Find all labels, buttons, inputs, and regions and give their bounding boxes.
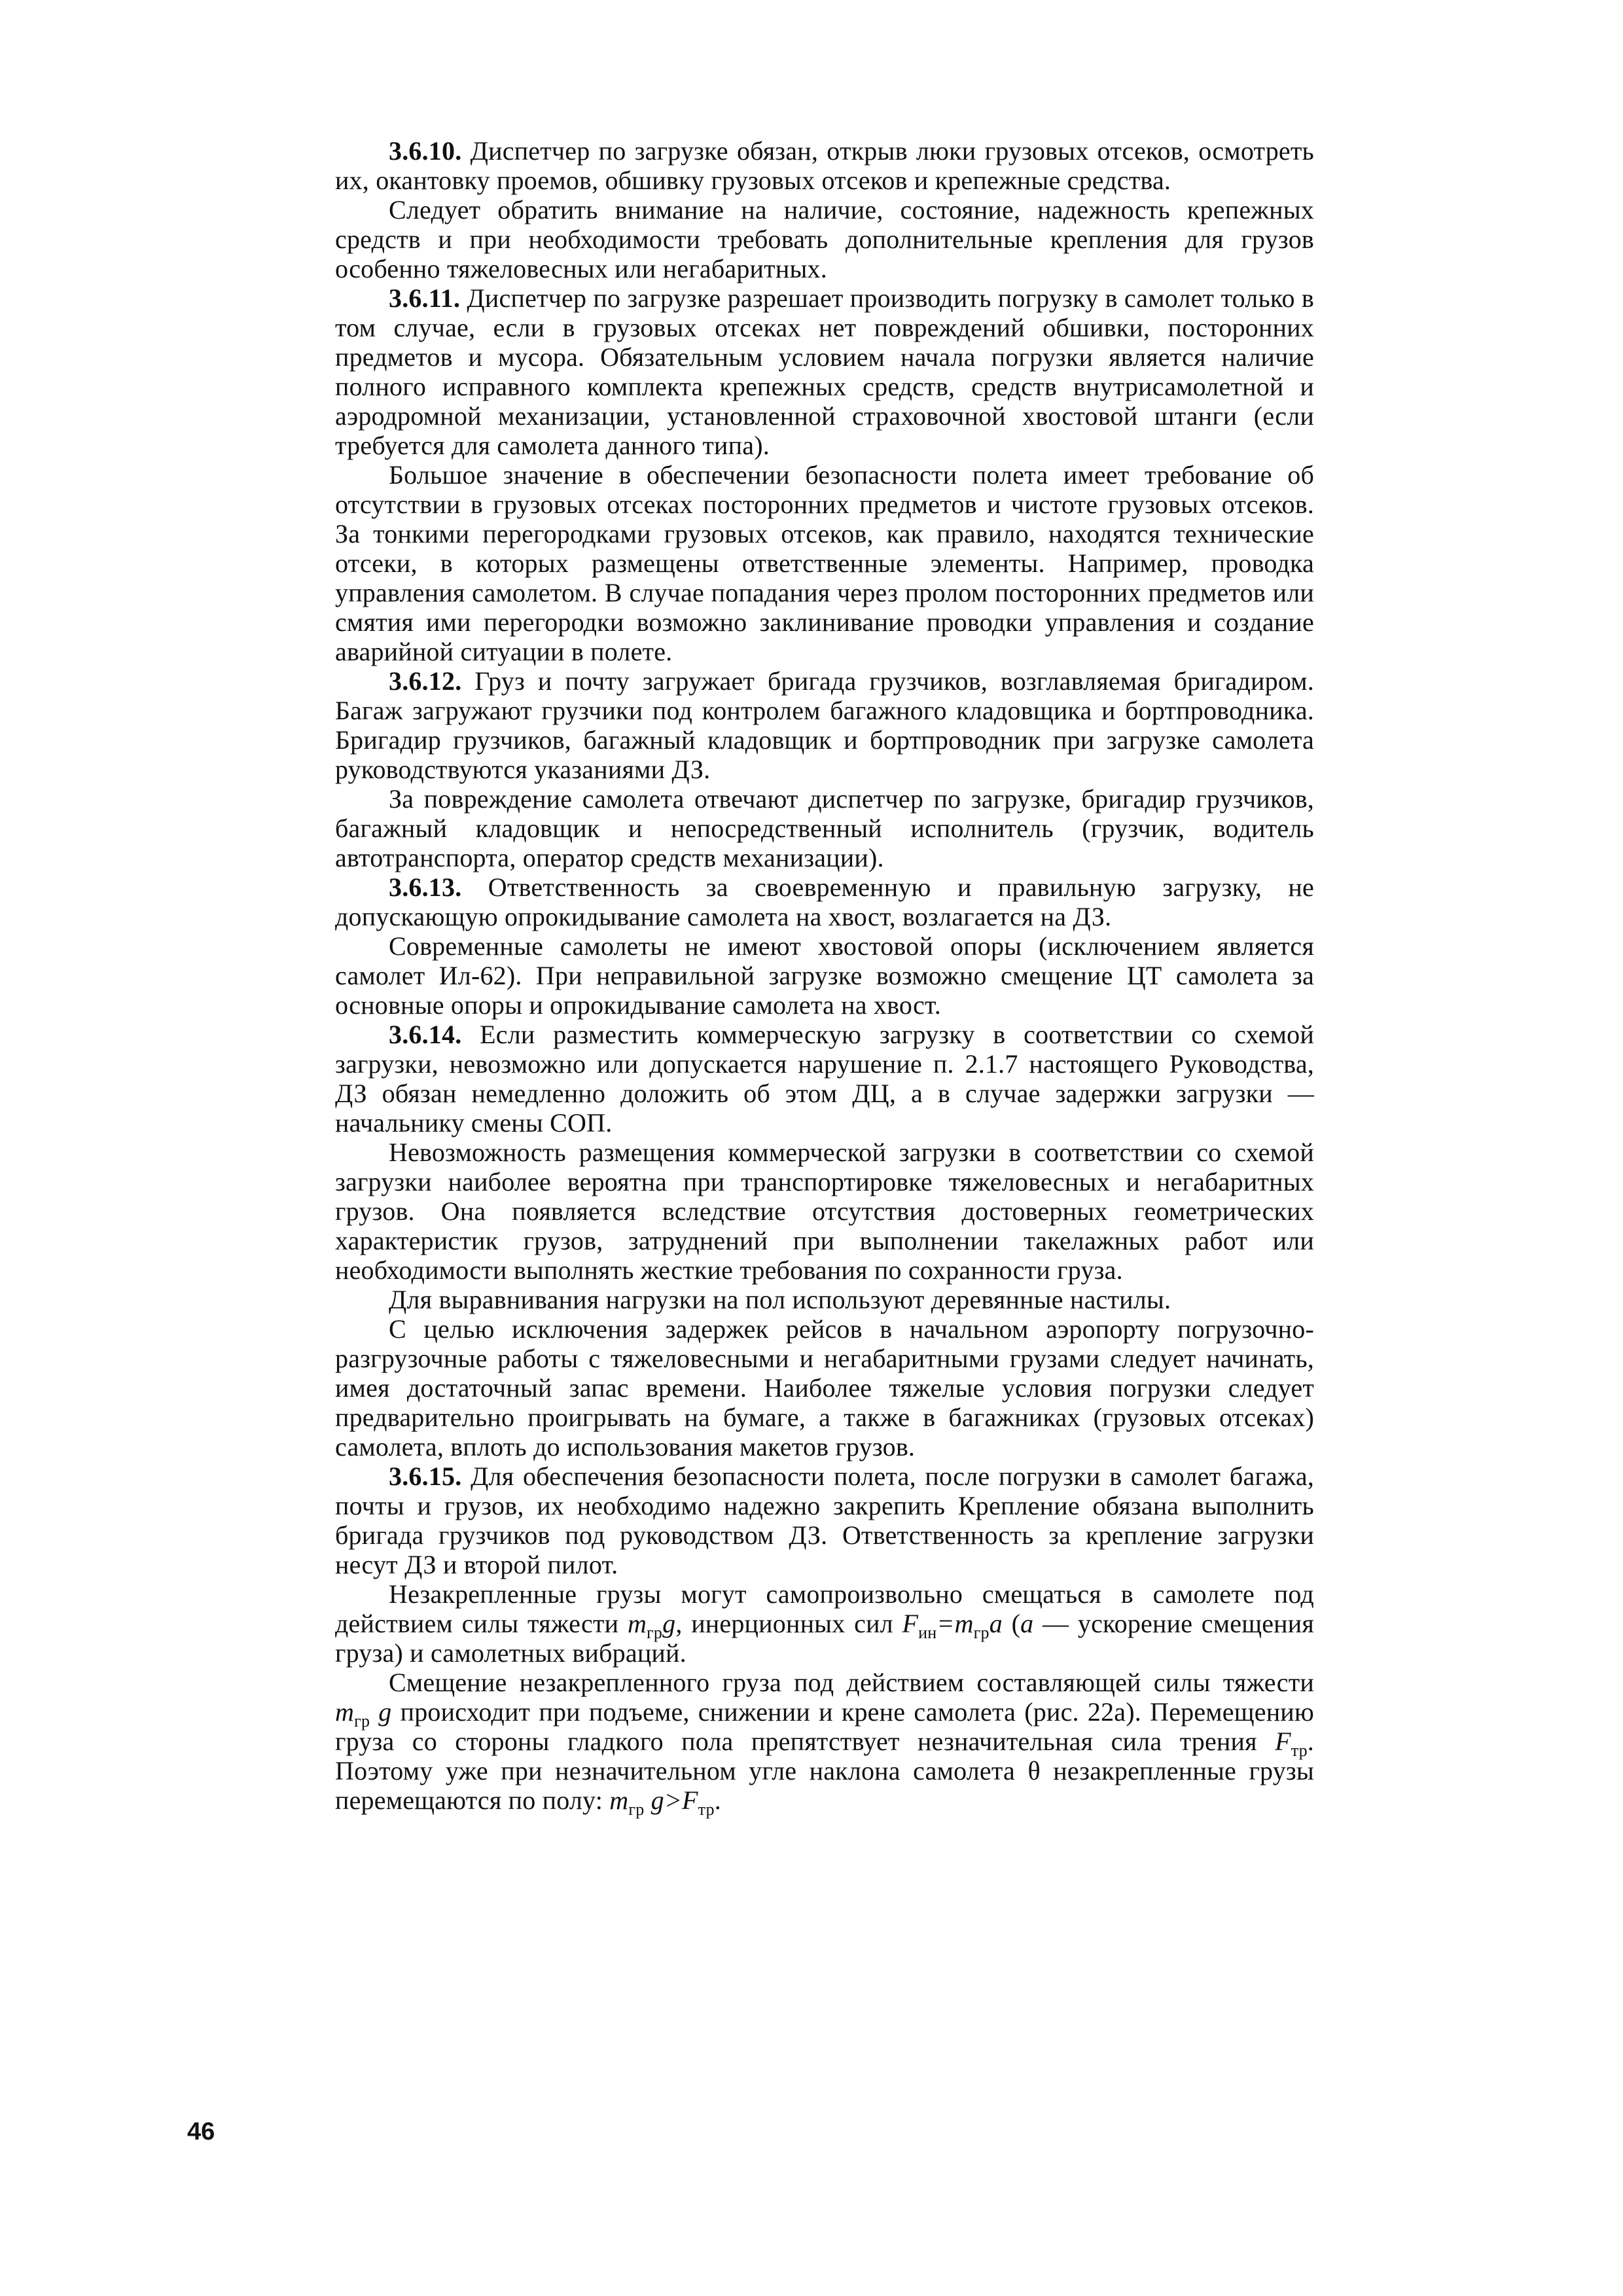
section-number: 3.6.10. — [389, 136, 462, 166]
paragraph-text: ( — [1002, 1609, 1021, 1638]
paragraph-3-6-10 — [335, 136, 1314, 195]
formula-acceleration: a — [1020, 1609, 1034, 1638]
paragraph-text: Диспетчер по загрузке разрешает производить погрузку в самолет только в том случае, если в грузовых отсеках нет повреждений обшивки, посторонних предметов и мусора. Обязательным условием начала погрузки является наличие полного исправного комплекта крепежных средств, средств внутрисамолетной и аэродромной механизации, установленной страховочной хвостовой штанги (если требуется для самолета данного типа). — [335, 283, 1314, 460]
section-number: 3.6.11. — [389, 283, 461, 313]
paragraph-3-6-13 — [335, 872, 1314, 931]
paragraph-text: . Поэтому уже при незначительном угле наклона самолета θ незакрепленные грузы перемещаются по полу: — [335, 1727, 1314, 1815]
paragraph-3-6-14 — [335, 1020, 1314, 1138]
formula-gravity: $m_{гр}g$ — [627, 1609, 676, 1642]
paragraph-unsecured-cargo-forces — [335, 1579, 1314, 1668]
paragraph-text: Незакрепленные грузы могут самопроизвольно смещаться в самолете под действием силы тяжести — [335, 1579, 1314, 1638]
paragraph-placement-impossibility — [335, 1138, 1314, 1285]
paragraph-3-6-15 — [335, 1462, 1314, 1579]
paragraph-text: Невозможность размещения коммерческой загрузки в соответствии со схемой загрузки наиболее вероятна при транспортировке тяжеловесных и негабаритных грузов. Она появляется вследствие отсутствия достоверных геометрических характеристик грузов, затруднений при выполнении такелажных работ или необходимости выполнять жесткие требования по сохранности груза. — [335, 1138, 1314, 1285]
paragraph-text: За повреждение самолета отвечают диспетчер по загрузке, бригадир грузчиков, багажный кладовщик и непосредственный исполнитель (грузчик, водитель автотранспорта, оператор средств механизации). — [335, 784, 1314, 872]
paragraph-text: Диспетчер по загрузке обязан, открыв люки грузовых отсеков, осмотреть их, окантовку проемов, обшивку грузовых отсеков и крепежные средства. — [335, 136, 1314, 195]
paragraph-text: Для обеспечения безопасности полета, после погрузки в самолет багажа, почты и грузов, их необходимо надежно закрепить Крепление обязана выполнить бригада грузчиков под руководством ДЗ. Ответственность за крепление загрузки несут ДЗ и второй пилот. — [335, 1462, 1314, 1579]
formula-inequality: $m_{гр}$ $g>F_{тр}$ — [609, 1785, 715, 1819]
paragraph-text: происходит при подъеме, снижении и крене самолета (рис. 22а). Перемещению груза со стороны гладкого пола препятствует незначительная сила трения — [335, 1697, 1314, 1756]
paragraph-text: Для выравнивания нагрузки на пол используют деревянные настилы. — [389, 1285, 1171, 1314]
paragraph-safety-importance — [335, 460, 1314, 666]
paragraph-3-6-12 — [335, 666, 1314, 784]
formula-friction: $F_{тр}$ — [1275, 1727, 1308, 1760]
paragraph-modern-aircraft — [335, 931, 1314, 1020]
paragraph-text: С целью исключения задержек рейсов в начальном аэропорту погрузочно-разгрузочные работы с тяжеловесными и негабаритными грузами следует начинать, имея достаточный запас времени. Наиболее тяжелые условия погрузки следует предварительно проигрывать на бумаге, а также в багажниках (грузовых отсеках) самолета, вплоть до использования макетов грузов. — [335, 1314, 1314, 1462]
paragraph-text: Следует обратить внимание на наличие, состояние, надежность крепежных средств и при необходимости требовать дополнительные крепления для грузов особенно тяжеловесных или негабаритных. — [335, 195, 1314, 283]
paragraph-displacement-friction — [335, 1668, 1314, 1819]
paragraph-text: Ответственность за своевременную и правильную загрузку, не допускающую опрокидывание самолета на хвост, возлагается на ДЗ. — [335, 872, 1314, 931]
section-number: 3.6.12. — [389, 666, 462, 696]
paragraph-text: Смещение незакрепленного груза под действием составляющей силы тяжести — [389, 1668, 1314, 1697]
paragraph-text: Груз и почту загружает бригада грузчиков, возглавляемая бригадиром. Багаж загружают грузчики под контролем багажного кладовщика и бортпроводника. Бригадир грузчиков, багажный кладовщик и бортпроводник при загрузке самолета руководствуются указаниями ДЗ. — [335, 666, 1314, 784]
formula-inertia: $F_{ин}=m_{гр}a$ — [902, 1609, 1003, 1642]
text-column — [335, 136, 1314, 1819]
paragraph-text: — ускорение смещения груза) и самолетных вибраций. — [335, 1609, 1314, 1668]
paragraph-delay-prevention — [335, 1314, 1314, 1462]
paragraph-text: Если разместить коммерческую загрузку в соответствии со схемой загрузки, невозможно или допускается нарушение п. 2.1.7 настоящего Руководства, ДЗ обязан немедленно доложить об этом ДЦ, а в случае задержки загрузки — начальнику смены СОП. — [335, 1020, 1314, 1138]
paragraph-text: Современные самолеты не имеют хвостовой опоры (исключением является самолет Ил-62). При неправильной загрузке возможно смещение ЦТ самолета за основные опоры и опрокидывание самолета на хвост. — [335, 931, 1314, 1020]
paragraph-text: Большое значение в обеспечении безопасности полета имеет требование об отсутствии в грузовых отсеках посторонних предметов и чистоте грузовых отсеков. За тонкими перегородками грузовых отсеков, как правило, находятся технические отсеки, в которых размещены ответственные элементы. Например, проводка управления самолетом. В случае попадания через пролом посторонних предметов или смятия ими перегородки возможно заклинивание проводки управления и создание аварийной ситуации в полете. — [335, 460, 1314, 666]
section-number: 3.6.15. — [389, 1462, 462, 1491]
section-number: 3.6.13. — [389, 872, 462, 902]
paragraph-fastening-attention — [335, 195, 1314, 283]
paragraph-damage-responsibility — [335, 784, 1314, 872]
paragraph-text: , инерционных сил — [675, 1609, 902, 1638]
page-number: 46 — [187, 2118, 215, 2145]
section-number: 3.6.14. — [389, 1020, 462, 1049]
paragraph-floor-load — [335, 1285, 1314, 1314]
formula-gravity-component: $m_{гр}$ g — [335, 1697, 392, 1731]
paragraph-3-6-11 — [335, 283, 1314, 460]
paragraph-text: . — [714, 1785, 721, 1815]
